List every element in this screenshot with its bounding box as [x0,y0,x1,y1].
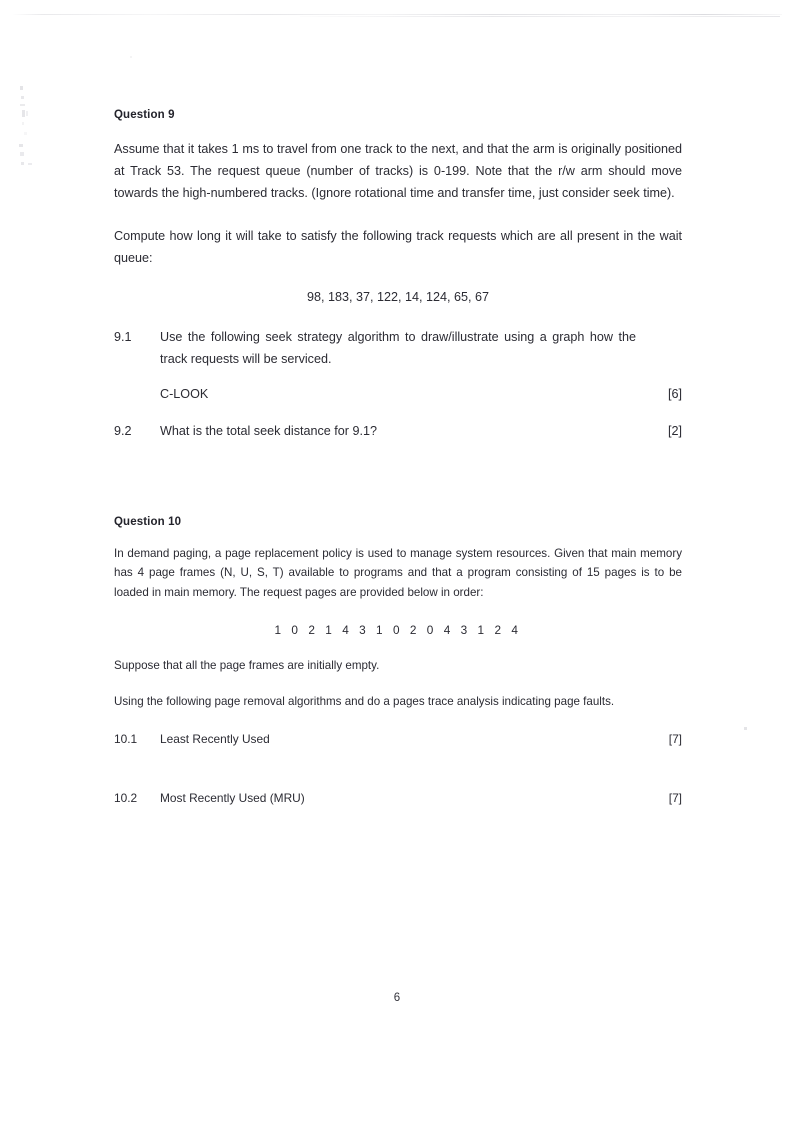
sub-question-10-1-text: Least Recently Used [160,731,270,746]
question-10-paragraph-2: Suppose that all the page frames are initially empty. [114,659,380,673]
sub-question-9-1-marks: [6] [667,387,682,402]
sub-question-9-2 [114,420,682,442]
scan-speck [22,110,25,117]
scan-speck [19,144,23,147]
sub-question-10-2-label: 10.2 [114,790,138,805]
sub-question-10-1-label: 10.1 [114,731,138,746]
page-request-sequence: 1 0 2 1 4 3 1 0 2 0 4 3 1 2 4 [274,623,522,638]
sub-question-9-1-label: 9.1 [114,330,132,345]
sub-question-9-1-text: Use the following seek strategy algorithm to draw/illustrate using a graph how the track requests will be serviced. [160,330,636,367]
question-10-paragraph-3: Using the following page removal algorithms and do a pages trace analysis indicating page faults. [114,695,615,709]
scan-speck [24,132,27,135]
scan-speck [20,104,25,106]
scan-speck [22,122,24,125]
scan-speck [20,152,24,156]
scan-speck [28,163,32,165]
document-body [114,0,682,808]
scan-speck [20,86,23,90]
sub-question-10-2-marks: [7] [668,790,682,805]
sub-question-10-2-text: Most Recently Used (MRU) [160,790,305,805]
scan-speck [26,111,28,116]
scan-speck [21,162,24,165]
sub-question-10-1-marks: [7] [668,731,682,746]
question-9-paragraph-2: Compute how long it will take to satisfy the following track requests which are all present in the wait queue: [114,228,682,265]
scan-speck [744,727,747,730]
sub-question-9-2-label: 9.2 [114,423,132,438]
question-9-paragraph-1: Assume that it takes 1 ms to travel from one track to the next, and that the arm is originally positioned at Track 53. The request queue (number of tracks) is 0-199. Note that the r/w arm should move towards the high-numbered tracks. (Ignore rotational time and transfer time, just consider seek time). [114,142,682,201]
sub-question-10-1 [114,729,682,749]
question-10-paragraph-1: In demand paging, a page replacement policy is used to manage system resources. Given that main memory has 4 page frames (N, U, S, T) available to programs and that a program consisting of 15 pages is to be loaded in main memory. The request pages are provided below in order: [114,546,682,599]
sub-question-9-2-text: What is the total seek distance for 9.1? [160,423,378,438]
question-10-heading: Question 10 [114,515,182,528]
sub-question-9-1 [114,326,682,370]
page-number: 6 [393,992,401,1004]
question-9-heading: Question 9 [114,109,175,121]
track-request-sequence: 98, 183, 37, 122, 14, 124, 65, 67 [306,290,490,305]
sub-question-10-2 [114,788,682,808]
sub-question-9-1-algorithm: C-LOOK [160,387,209,402]
sub-question-9-2-marks: [2] [667,423,682,438]
scan-speck [21,96,24,99]
sub-question-9-1-algorithm-row [114,383,682,405]
